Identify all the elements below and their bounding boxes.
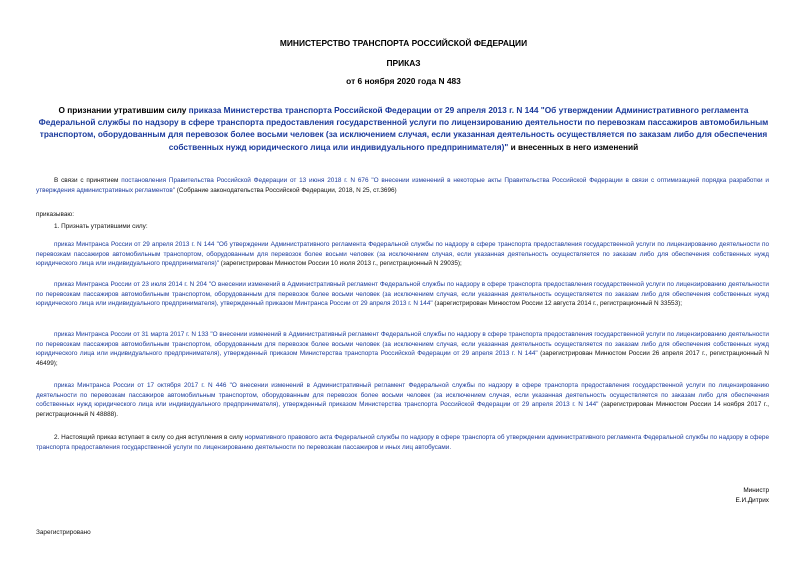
- order-link[interactable]: приказ Минтранса России от 23 июля 2014 г. N 204 "О внесении изменений в Административный регламент Федеральной службы по надзору в сфере транспорта предоставления государственной услуги по лицензированию деятельности по перевозкам пассажиров автомобильным транспортом, оборудованным для перевозок более восьми человек (за исключением случая, если указанная деятельность осуществляется по заказам либо для обеспечения собственных нужд юридического лица или индивидуального предпринимателя), утвержденный приказом Минтранса России от 29 апреля 2013 г. N 144": [36, 281, 769, 308]
- order-word: приказываю:: [36, 211, 74, 218]
- order-suffix: (зарегистрирован Минюстом России 10 июля 2013 г., регистрационный N 29035);: [219, 260, 462, 268]
- intro-prefix: В связи с принятием: [54, 177, 122, 184]
- item1-label: 1. Признать утратившими силу:: [54, 223, 148, 230]
- item2-paragraph: [36, 433, 769, 452]
- order-item: [36, 330, 769, 368]
- order-suffix: (зарегистрирован Минюстом России 26 апреля 2017 г., регистрационный N 46499);: [36, 350, 769, 367]
- ministry-heading: МИНИСТЕРСТВО ТРАНСПОРТА РОССИЙСКОЙ ФЕДЕРАЦИИ: [279, 38, 528, 48]
- title-prefix: О признании утратившим силу: [58, 105, 189, 115]
- document-title: [36, 104, 771, 153]
- order-item: [36, 381, 769, 419]
- title-suffix: и внесенных в него изменений: [508, 141, 639, 152]
- intro-suffix: (Собрание законодательства Российской Федерации, 2018, N 25, ст.3696): [175, 186, 397, 194]
- registered-label: Зарегистрировано: [36, 529, 91, 536]
- order-suffix: (зарегистрирован Минюстом России 12 августа 2014 г., регистрационный N 33553);: [432, 300, 683, 308]
- order-link[interactable]: приказ Минтранса России от 17 октября 2017 г. N 446 "О внесении изменений в Административный регламент Федеральной службы по надзору в сфере транспорта предоставления государственной услуги по лицензированию деятельности по перевозкам пассажиров автомобильным транспортом, оборудованным для перевозок более восьми человек (за исключением случая, если указанная деятельность осуществляется по заказам либо для обеспечения собственных нужд юридического лица или индивидуального предпринимателя), утвержденный приказом Министерства транспорта Российской Федерации от 29 апреля 2013 г. N 144": [36, 382, 769, 409]
- order-item: [36, 240, 769, 269]
- order-suffix: (зарегистрирован Минюстом России 14 ноября 2017 г., регистрационный N 48888).: [36, 401, 769, 418]
- date-number-heading: от 6 ноября 2020 года N 483: [346, 76, 461, 86]
- title-link[interactable]: приказа Министерства транспорта Российской Федерации от 29 апреля 2013 г. N 144 "Об утверждении Административного регламента Федеральной службы по надзору в сфере транспорта предоставления государственной услуги по лицензированию деятельности по перевозкам пассажиров автомобильным транспортом, оборудованным для перевозок более восьми человек (за исключением случая, если указанная деятельность осуществляется по заказам либо для обеспечения собственных нужд юридического лица или индивидуального предпринимателя)": [38, 105, 769, 152]
- order-link[interactable]: приказ Минтранса России от 31 марта 2017 г. N 133 "О внесении изменений в Административный регламент Федеральной службы по надзору в сфере транспорта предоставления государственной услуги по лицензированию деятельности по перевозкам пассажиров автомобильным транспортом, оборудованным для перевозок более восьми человек (за исключением случая, если указанная деятельность осуществляется по заказам либо для обеспечения собственных нужд юридического лица или индивидуального предпринимателя), утвержденный приказом Министерства транспорта Российской Федерации от 29 апреля 2013 г. N 144": [36, 331, 769, 358]
- order-link[interactable]: приказ Минтранса России от 29 апреля 2013 г. N 144 "Об утверждении Административного регламента Федеральной службы по надзору в сфере транспорта предоставления государственной услуги по лицензированию деятельности по перевозкам пассажиров автомобильным транспортом, оборудованным для перевозок более восьми человек (за исключением случая, если указанная деятельность осуществляется по заказам либо для обеспечения собственных нужд юридического лица или индивидуального предпринимателя)": [36, 241, 769, 268]
- intro-link[interactable]: постановления Правительства Российской Федерации от 13 июня 2018 г. N 676 "О внесении изменений в некоторые акты Правительства Российской Федерации в связи с оптимизацией порядка разработки и утверждения административных регламентов": [36, 177, 769, 194]
- order-item: [36, 280, 769, 309]
- signature-name: Е.И.Дитрих: [735, 497, 769, 504]
- intro-paragraph: [36, 176, 769, 195]
- item2-prefix: 2. Настоящий приказ вступает в силу со дня вступления в силу: [54, 434, 245, 441]
- doc-type-heading: ПРИКАЗ: [386, 58, 421, 68]
- signature-position: Министр: [743, 487, 769, 494]
- item2-link[interactable]: нормативного правового акта Федеральной службы по надзору в сфере транспорта об утверждении административного регламента Федеральной службы по надзору в сфере транспорта предоставления государственной услуги по лицензированию деятельности по перевозкам пассажиров и иных лиц автобусами.: [36, 434, 769, 451]
